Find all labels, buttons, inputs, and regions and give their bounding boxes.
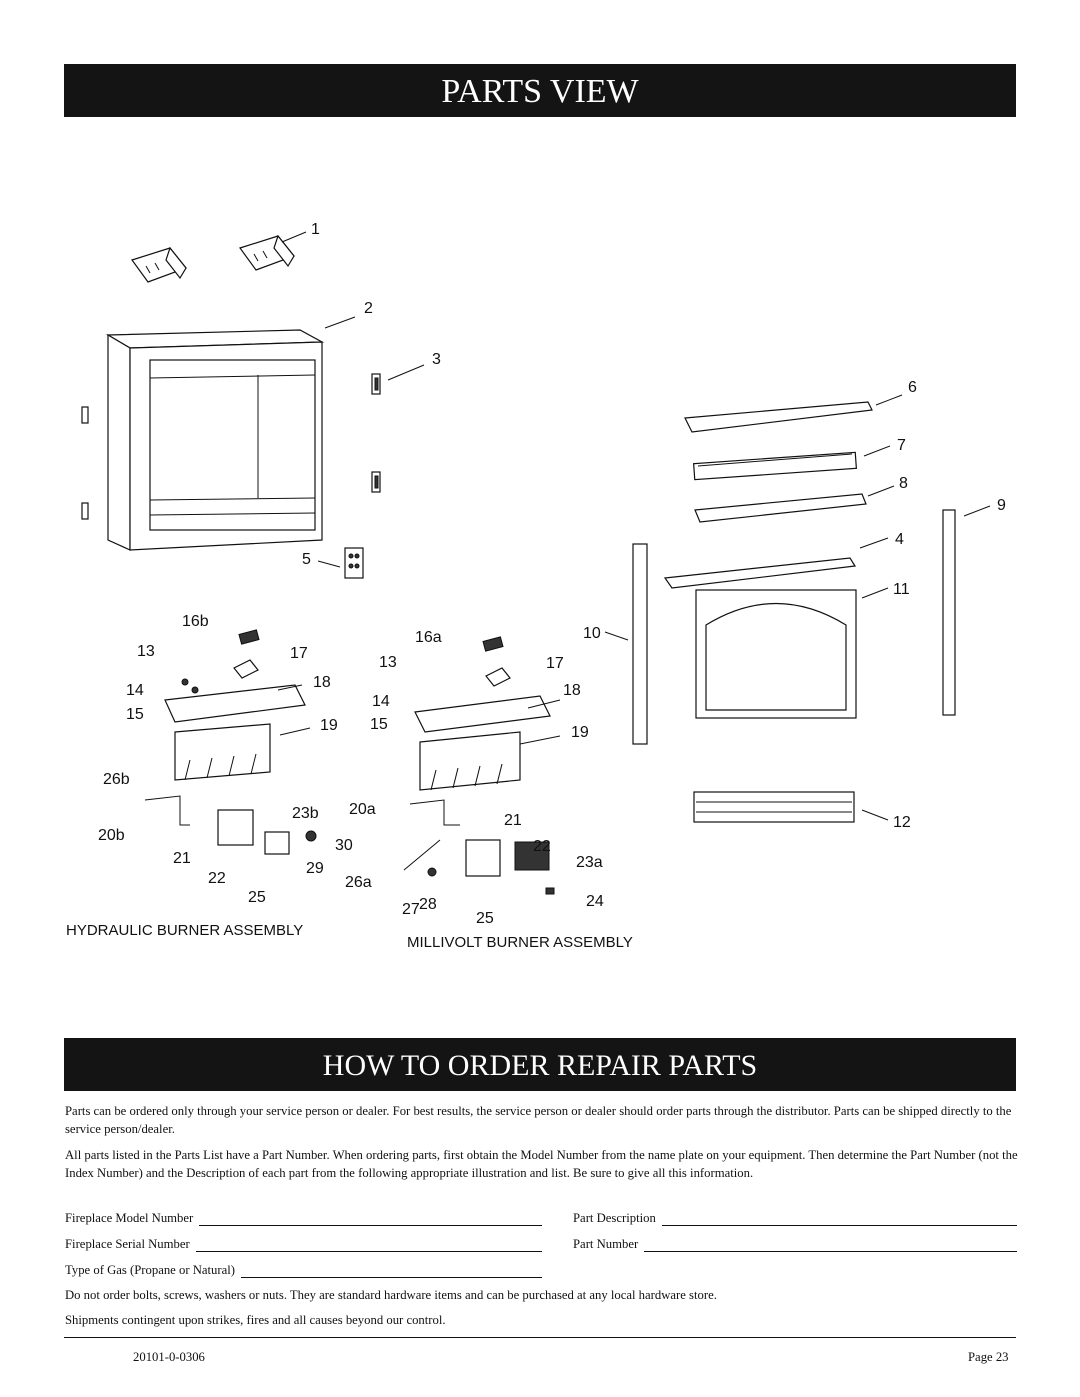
model-number-field[interactable] bbox=[65, 1208, 542, 1226]
label-m17: 17 bbox=[546, 655, 564, 672]
label-23b: 23b bbox=[292, 805, 319, 822]
label-6: 6 bbox=[908, 379, 917, 396]
label-4: 4 bbox=[895, 531, 904, 548]
parts-view-banner bbox=[64, 64, 1016, 117]
label-m15: 15 bbox=[370, 716, 388, 733]
gas-type-label: Type of Gas (Propane or Natural) bbox=[65, 1263, 235, 1277]
millivolt-assembly-title: MILLIVOLT BURNER ASSEMBLY bbox=[407, 934, 633, 951]
label-h18: 18 bbox=[313, 674, 331, 691]
model-number-label: Fireplace Model Number bbox=[65, 1211, 194, 1225]
label-7: 7 bbox=[897, 437, 906, 454]
parts-view-title: PARTS VIEW bbox=[441, 73, 639, 110]
label-h22: 22 bbox=[208, 870, 226, 887]
order-parts-banner bbox=[64, 1038, 1016, 1091]
label-26a: 26a bbox=[345, 874, 372, 891]
hydraulic-burner-drawing bbox=[145, 630, 316, 854]
label-9: 9 bbox=[997, 497, 1006, 514]
part-description-line[interactable] bbox=[662, 1213, 1017, 1226]
order-parts-title: HOW TO ORDER REPAIR PARTS bbox=[322, 1049, 758, 1082]
order-paragraph-4: Shipments contingent upon strikes, fires and all causes beyond our control. bbox=[65, 1313, 446, 1327]
label-16a: 16a bbox=[415, 629, 442, 646]
label-m13: 13 bbox=[379, 654, 397, 671]
gas-type-field[interactable] bbox=[65, 1260, 542, 1278]
part-number-field[interactable] bbox=[573, 1234, 1017, 1252]
model-number-line[interactable] bbox=[199, 1213, 542, 1226]
label-23a: 23a bbox=[576, 854, 603, 871]
label-20a: 20a bbox=[349, 801, 376, 818]
serial-number-label: Fireplace Serial Number bbox=[65, 1237, 190, 1251]
label-m25: 25 bbox=[476, 910, 494, 927]
label-m14: 14 bbox=[372, 693, 390, 710]
order-paragraph-2: All parts listed in the Parts List have a Part Number. When ordering parts, first obtain the Model Number from the name plate on your equipment. Then determine the Part Number (not the Index Number) and the Description of each part from the following appropriate illustration and list. Be sure to give all this information. bbox=[65, 1148, 1018, 1180]
gas-type-line[interactable] bbox=[241, 1265, 542, 1278]
label-h30: 30 bbox=[335, 837, 353, 854]
label-h17: 17 bbox=[290, 645, 308, 662]
part-5-junction-box bbox=[318, 548, 363, 578]
label-m28: 28 bbox=[419, 896, 437, 913]
label-h21: 21 bbox=[173, 850, 191, 867]
hydraulic-assembly-title: HYDRAULIC BURNER ASSEMBLY bbox=[66, 922, 304, 939]
label-h19: 19 bbox=[320, 717, 338, 734]
label-m27: 27 bbox=[402, 901, 420, 918]
label-h14: 14 bbox=[126, 682, 144, 699]
footer-rule bbox=[64, 1337, 1016, 1338]
serial-number-line[interactable] bbox=[196, 1239, 542, 1252]
page-number: Page 23 bbox=[968, 1350, 1009, 1364]
millivolt-burner-drawing bbox=[404, 637, 560, 894]
parts-diagram bbox=[0, 120, 1080, 960]
parts-right-trim bbox=[605, 395, 990, 822]
order-paragraph-3: Do not order bolts, screws, washers or nuts. They are standard hardware items and can be purchased at any local hardware store. bbox=[65, 1288, 717, 1302]
label-2: 2 bbox=[364, 300, 373, 317]
serial-number-field[interactable] bbox=[65, 1234, 542, 1252]
label-11: 11 bbox=[893, 581, 910, 598]
label-m21: 21 bbox=[504, 812, 522, 829]
label-12: 12 bbox=[893, 814, 911, 831]
label-h13: 13 bbox=[137, 643, 155, 660]
label-h15: 15 bbox=[126, 706, 144, 723]
label-3: 3 bbox=[432, 351, 441, 368]
label-h25: 25 bbox=[248, 889, 266, 906]
part-number-line[interactable] bbox=[644, 1239, 1017, 1252]
label-5: 5 bbox=[302, 551, 311, 568]
label-1: 1 bbox=[311, 221, 320, 238]
part-2-firebox bbox=[108, 317, 355, 550]
part-description-label: Part Description bbox=[573, 1211, 656, 1225]
part-description-field[interactable] bbox=[573, 1208, 1017, 1226]
part-number-label: Part Number bbox=[573, 1237, 639, 1251]
label-16b: 16b bbox=[182, 613, 209, 630]
label-10: 10 bbox=[583, 625, 601, 642]
label-20b: 20b bbox=[98, 827, 125, 844]
label-26b: 26b bbox=[103, 771, 130, 788]
doc-number: 20101-0-0306 bbox=[133, 1350, 205, 1364]
label-m24: 24 bbox=[586, 893, 604, 910]
label-m19: 19 bbox=[571, 724, 589, 741]
order-paragraph-1: Parts can be ordered only through your service person or dealer. For best results, the service person or dealer should order parts through the distributor. Parts can be shipped directly to the service person/dealer. bbox=[65, 1104, 1012, 1136]
label-m18: 18 bbox=[563, 682, 581, 699]
part-1-brackets bbox=[132, 232, 306, 282]
label-h29: 29 bbox=[306, 860, 324, 877]
label-8: 8 bbox=[899, 475, 908, 492]
label-m22: 22 bbox=[533, 838, 551, 855]
